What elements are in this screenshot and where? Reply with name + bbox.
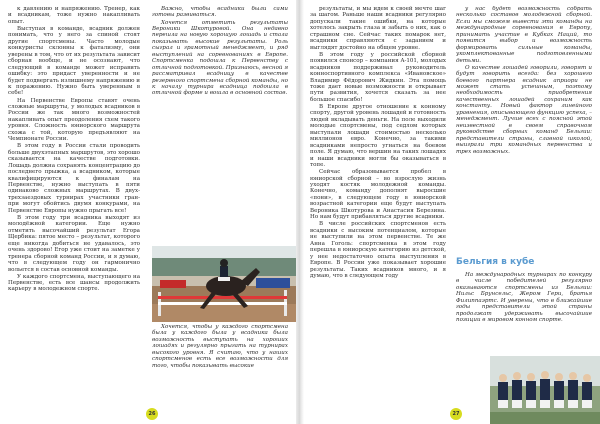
paragraph: Сейчас образовывается пробел в юниорской сборной – во взрослую жизнь уходят костяк молодежной команды. Конечно, команду дополнят выросшие «пони», в следующем году в юниорской возрастной категории еще будут выступать Вероника Шкотурова и Анастасия Березина. Но нам будут прибавляться другие всадники. <box>310 169 446 221</box>
quote-paragraph: На международных турнирах по конкуру в числе победителей регулярно оказываются спортсмены из Бельгии: Нильс Брунсельс, Жером Гери, братья Филиппаэртс. И уверены, что в ближайшие годы представители этой страны продолжат удерживать высочайшие позиции в мировом конном спорте. <box>456 272 592 324</box>
paragraph: У каждого спортсмена, выступающего на Первенстве, есть все шансы продолжить карьеру в молодежном спорте. <box>8 273 140 293</box>
team-group-illustration <box>490 356 600 424</box>
section-heading: Бельгия в кубе <box>456 257 535 267</box>
quote-paragraph: Важно, чтобы всадники были сами готовы развиваться. <box>152 6 288 19</box>
right-page-column-2-continued <box>456 272 592 354</box>
paragraph: На Первенстве Европы ставят очень сложные маршруты, у молодых всадников в России же так много возможностей накапливать опыт преодоления схем такого уровня. Сложность юниорского маршрута схожа с той, которую предъявляют на Чемпионате России. <box>8 97 140 143</box>
left-page-column-2 <box>152 6 288 246</box>
paragraph: В этом году в России стали проводить больше двухэтапных маршрутов, это хорошо сказывается на качестве подготовки. Лошадь должна сохранять концентрацию до последнего прыжка, а всадником, которые квалифицируются к финалам на Первенстве, нужно выступать в пяти одинаково сложных маршрутах. В двух-трехзаездовых турнирах участники гран-при могут обойтись двумя конкурами, на Первенстве Европы нужно прыгать все! <box>8 143 140 214</box>
paragraph: Выступая в команде, всадник должен понимать, что у него за спиной стоят другие спортсмены. Часто молодые конкуристы склонны к фатализму, они уверены в том, что от их результата зависит сборная вообще, и не осознают, что следующий в команде может исправить ошибку: это придаст уверенности и не будет подвергать излишнему напряжению и к поражению. Нужно быть уверенным в себе! <box>8 25 140 97</box>
paragraph: В этом году у российской сборной появился спонсор – компания A-101, молодых всадников поддерживал руководитель конноспортивного комплекса «Ивановское» Владимир Фёдорович Жидкин. Эта помощь тоже дает новые возможности и открывает пути развития, хочется сказать за нее большое спасибо! <box>310 51 446 103</box>
quote-paragraph: у нас будет возможность собрать несколько составов молодежной сборной. Если мы сможем вывести эти команды на международные соревнования в Европу, принимать участие в Кубках Наций, то появится выбор и возможность формировать сильные команды, укомплектованные подготовленными детьми. <box>456 6 592 64</box>
quote-paragraph: Хочется, чтобы у каждого спортсмена была у каждого была у всадника была возможность выступать на хороших лошадях и регулярно прыгать на турнирах высокого уровня. Я считаю, что у наших спортсменов есть все возможности для того, чтобы показывать высокие <box>152 324 288 369</box>
paragraph: результаты, и мы идем к своей мечте шаг за шагом. Раньше наши всадники регулярно допускали такие ошибки, на которые хотелось закрыть глаза и забыть о них, как о страшном сне. Сейчас таких помарок нет, всадники справляются с заданием и выглядят достойно на общем уровне. <box>310 6 446 51</box>
left-page-column-1 <box>8 6 140 410</box>
paragraph: к давлению и напряжению. Тренер, как и всадникам, тоже нужно накапливать опыт. <box>8 6 140 25</box>
page-number-badge: 26 <box>146 408 158 420</box>
quote-paragraph: Хочется отметить результаты Вероники Шкотуровой. Она недавно перешла на новую хорошую лошадь и стала показывать высокие результаты. Роль сыграл и грамотный менеджмент, и ряд выступлений на соревнованиях в Европе. Спортсменка подошла к Первенству с отличной подготовкой. Признаюсь, весной я рассматривал всадницу в качестве резервного спортсмена сборной команды, но к началу турнира всадница подошла в отличной форме и вошла в основной состав. <box>152 19 288 97</box>
horse-rider-illustration <box>152 246 296 322</box>
right-page-column-1 <box>310 6 446 410</box>
paragraph: В числе российских спортсменов есть всадники с высоким потенциалом, которые не выступили на этом первенстве. Те же Анна Гоголь: спортсменка в этом году перешла в юниорскую категорию из детской, у нее недостаточно опыта выступления в Европе. В России уже показывает хорошие результаты. Таких всадников много, и я думаю, что в следующем году <box>310 221 446 279</box>
page-number-badge: 27 <box>450 408 462 420</box>
show-jumping-photo <box>152 246 296 322</box>
page-gutter <box>296 0 304 424</box>
paragraph: В Европе другое отношение к конному спорту, другой уровень лошадей и готовность людей вкладывать деньги. На поле выходили молодые спортсмены, под седлом которых выступали лошади стоимостью несколько миллионов евро. Конечно, за такими всадниками непросто угнаться на боевом поле. Я думаю, что вершин на таких лошадях и наши всадники могли бы оказываться в топе. <box>310 103 446 169</box>
left-page <box>0 0 296 424</box>
left-page-column-2-continued <box>152 324 288 410</box>
quote-paragraph: О качестве лошадей говорили, говорят и будут говорить всегда: без хорошего боевого партнера всадник априори не может стать успешным, поэтому необходимость приобретения качественных лошадей сохраним как константу. Новый фактор линейного уравнения, описывающего функцию успеха, – менеджмент. Лучше всех с поясной этой неизвестной в своем справочном руководстве сборных команд Бельгии: представители страны, славной школой, выиграли три командных первенства и трех возможных. <box>456 64 592 155</box>
team-photo <box>490 356 600 424</box>
paragraph: В этом году три всадника выходят из молодёжной категории. Еще нужно отметить высочайший результат Егора Щербика: пятое место – результат, которого еще никогда добиться не удавалось, это очень здорово! Егор уже стоит на заметке у тренера сборной команд России, и я думаю, что в следующем году он гармонично вольется в состав основной команды. <box>8 214 140 273</box>
right-page <box>304 0 600 424</box>
right-page-column-2 <box>456 6 592 250</box>
